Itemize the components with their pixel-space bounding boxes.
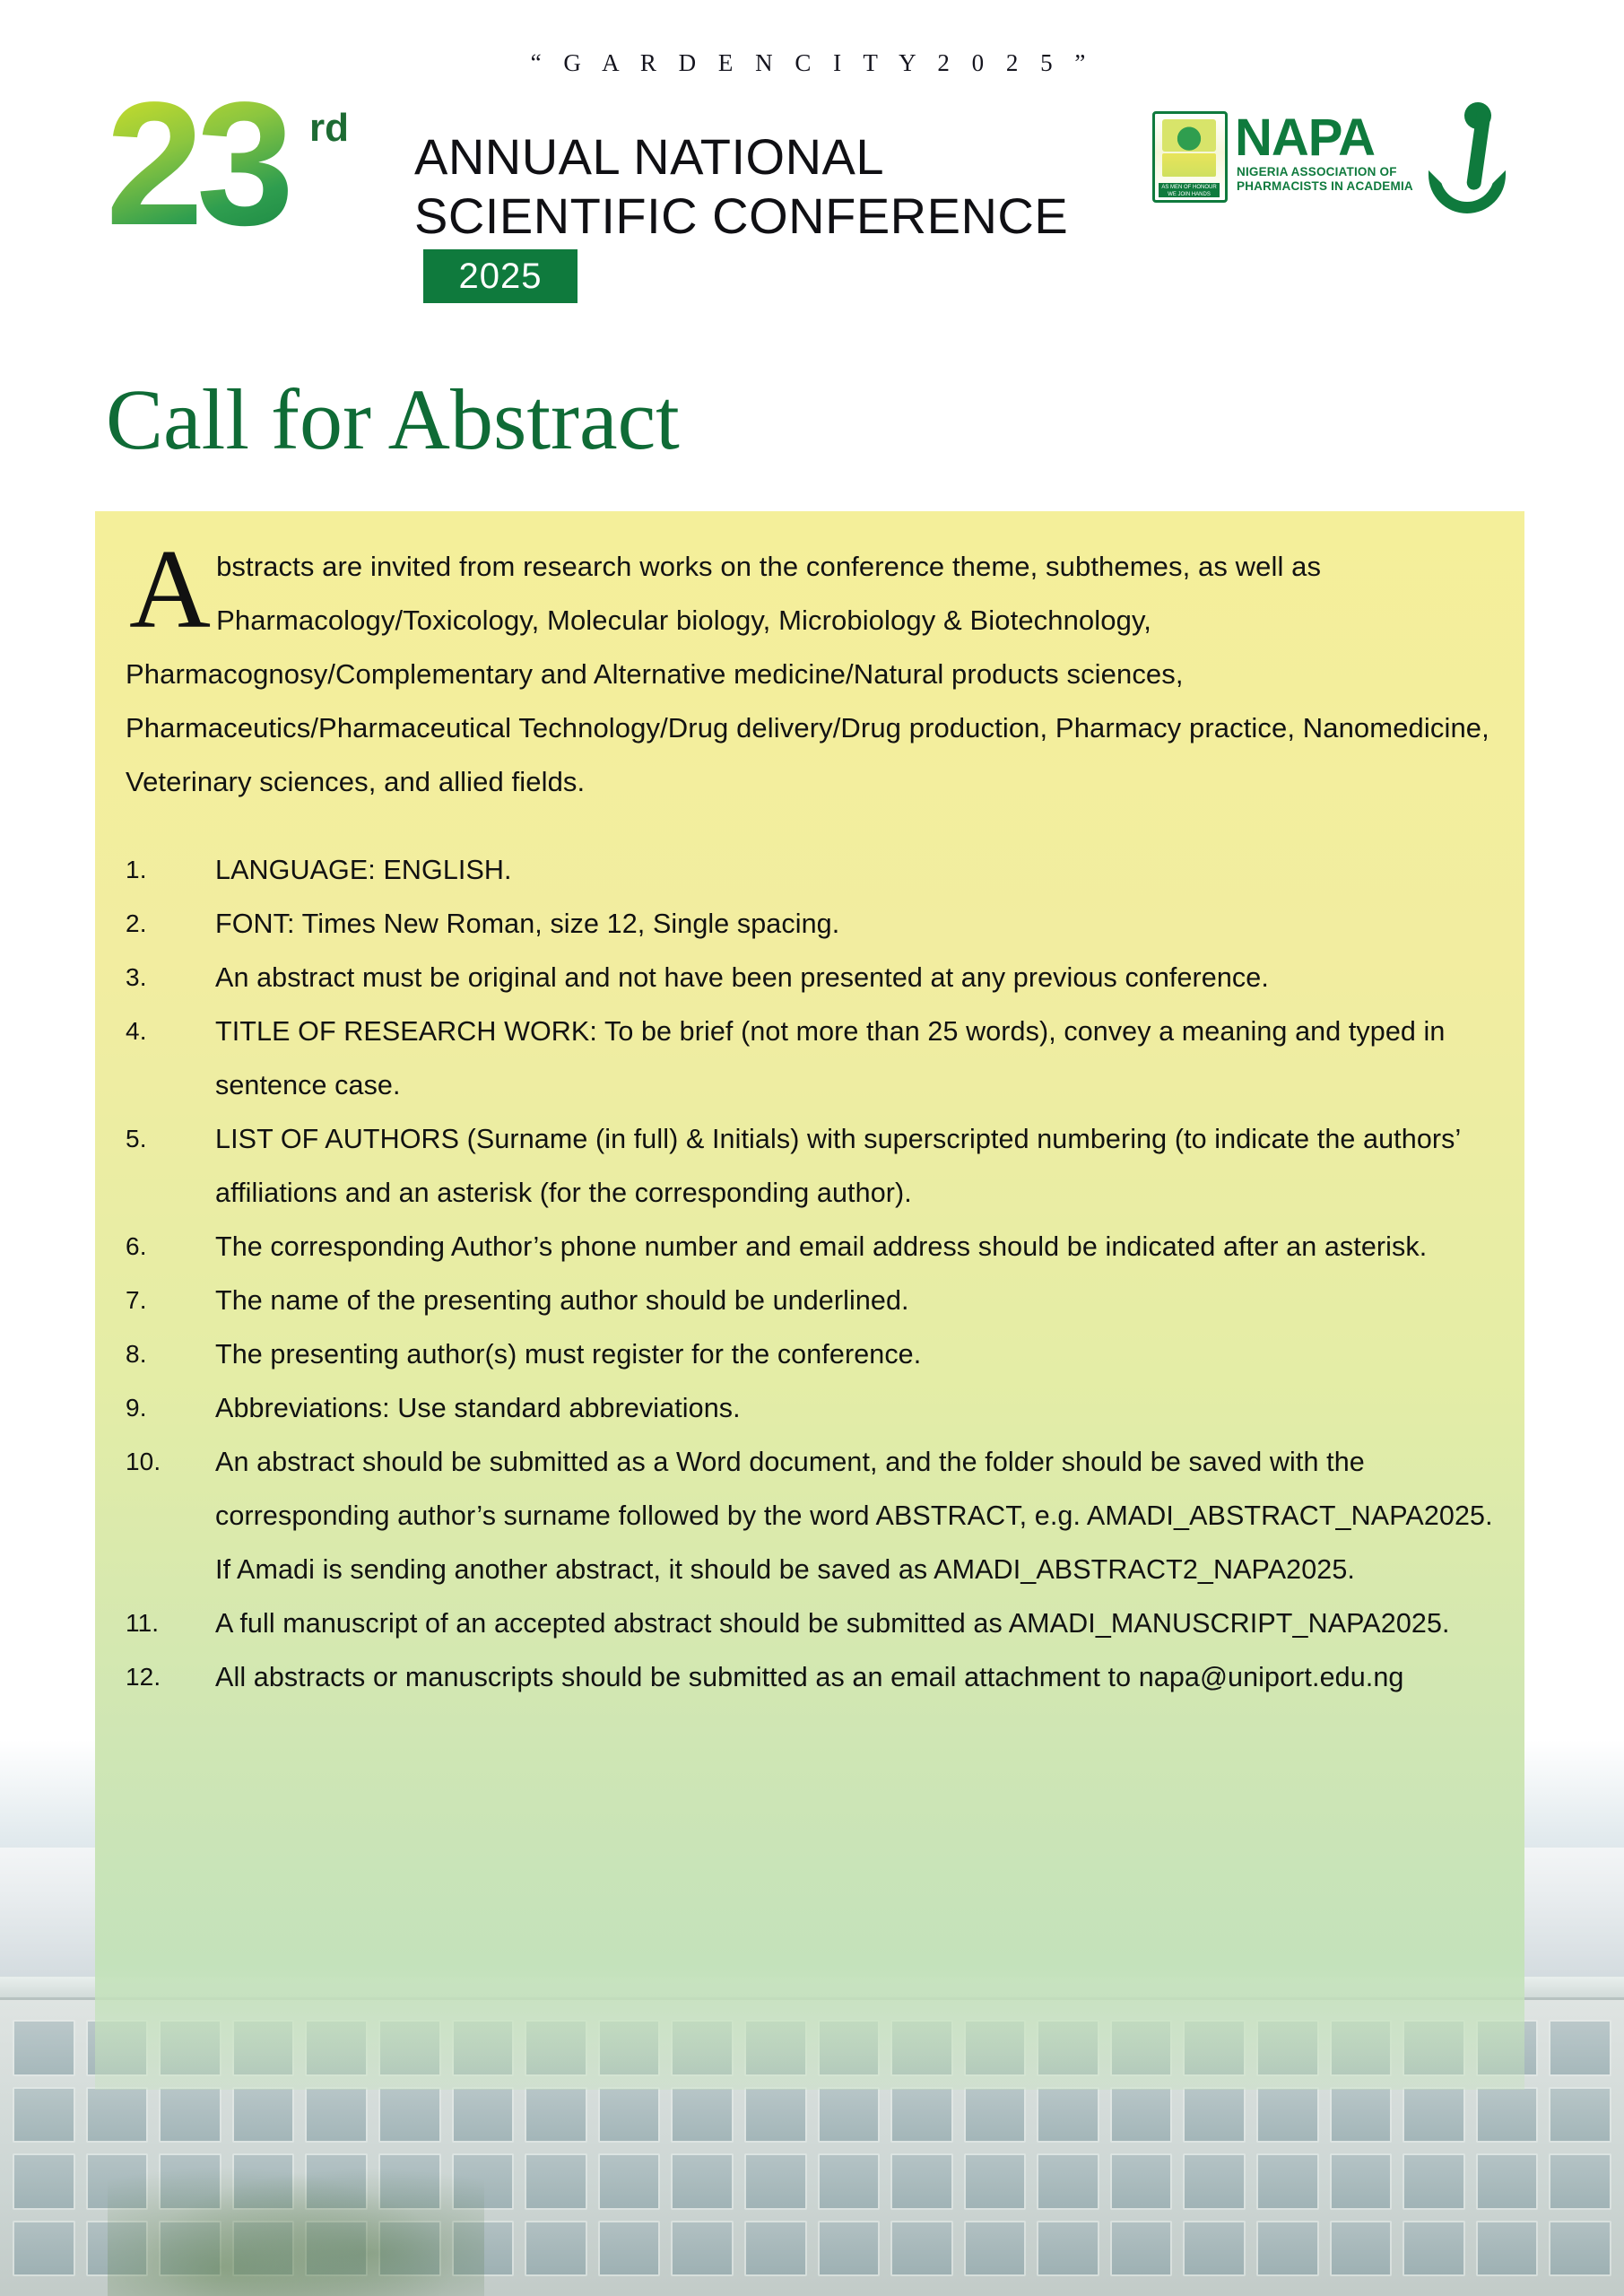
conference-tagline: “ G A R D E N C I T Y 2 0 2 5 ” [530, 49, 1094, 76]
list-item: The presenting author(s) must register for the conference. [215, 1339, 922, 1370]
napa-seal-icon [1152, 111, 1228, 203]
napa-subtitle-line1: NIGERIA ASSOCIATION OF [1237, 165, 1397, 178]
napa-logo [1152, 106, 1511, 222]
napa-subtitle-line2: PHARMACISTS IN ACADEMIA [1237, 179, 1413, 193]
page-title: Call for Abstract [106, 371, 680, 467]
year-badge: 2025 [423, 249, 578, 303]
list-item: LIST OF AUTHORS (Surname (in full) & Initials) with superscripted numbering (to indicate the authors’ affiliations and an asterisk (for the corresponding author). [215, 1124, 1461, 1208]
napa-seal-crest-upper [1162, 119, 1216, 152]
list-item: An abstract should be submitted as a Word document, and the folder should be saved with the corresponding author’s surname followed by the word ABSTRACT, e.g. AMADI_ABSTRACT_NAPA2025. If Amadi is sending another abstract, it should be saved as AMADI_ABSTRACT2_NAPA2025. [215, 1447, 1493, 1585]
napa-subtitle [1237, 165, 1413, 194]
edition-ordinal-suffix: rd [309, 106, 349, 150]
call-for-abstract-panel [95, 511, 1524, 2090]
list-item: TITLE OF RESEARCH WORK: To be brief (not more than 25 words), convey a meaning and typed in sentence case. [215, 1016, 1446, 1100]
list-item: LANGUAGE: ENGLISH. [215, 855, 512, 885]
intro-paragraph [126, 527, 1494, 809]
mortar-and-pestle-icon [1412, 106, 1511, 221]
napa-wordmark: NAPA [1235, 109, 1376, 167]
list-item: All abstracts or manuscripts should be submitted as an email attachment to napa@uniport.edu.ng [215, 1662, 1404, 1692]
list-item: The name of the presenting author should be underlined. [215, 1285, 909, 1316]
napa-seal-crest-lower [1162, 153, 1216, 177]
napa-seal-motto: AS MEN OF HONOUR WE JOIN HANDS [1159, 183, 1220, 197]
list-item: An abstract must be original and not have been presented at any previous conference. [215, 962, 1269, 993]
submission-rules-list [126, 843, 1494, 1704]
list-item: A full manuscript of an accepted abstract should be submitted as AMADI_MANUSCRIPT_NAPA2025. [215, 1608, 1450, 1639]
edition-number-logo: 23 [106, 97, 384, 240]
list-item: FONT: Times New Roman, size 12, Single spacing. [215, 909, 840, 939]
conference-title-line2: SCIENTIFIC CONFERENCE [414, 187, 1069, 244]
intro-text: bstracts are invited from research works on the conference theme, subthemes, as well as Pharmacology/Toxicology, Molecular biology, Microbiology & Biotechnology, Pharmacognosy/Complementary and Alternative medicine/Natural products sciences, Pharmaceutics/Pharmaceutical Technology/Drug delivery/Drug production, Pharmacy practice, Nanomedicine, Veterinary sciences, and allied fields. [126, 551, 1489, 797]
intro-dropcap: A [129, 527, 212, 652]
list-item: Abbreviations: Use standard abbreviations. [215, 1393, 741, 1423]
photo-trees [108, 2152, 484, 2296]
conference-title-line1: ANNUAL NATIONAL [414, 128, 885, 185]
document-header [0, 0, 1624, 341]
list-item: The corresponding Author’s phone number and email address should be indicated after an asterisk. [215, 1231, 1428, 1262]
conference-title [414, 127, 1068, 246]
